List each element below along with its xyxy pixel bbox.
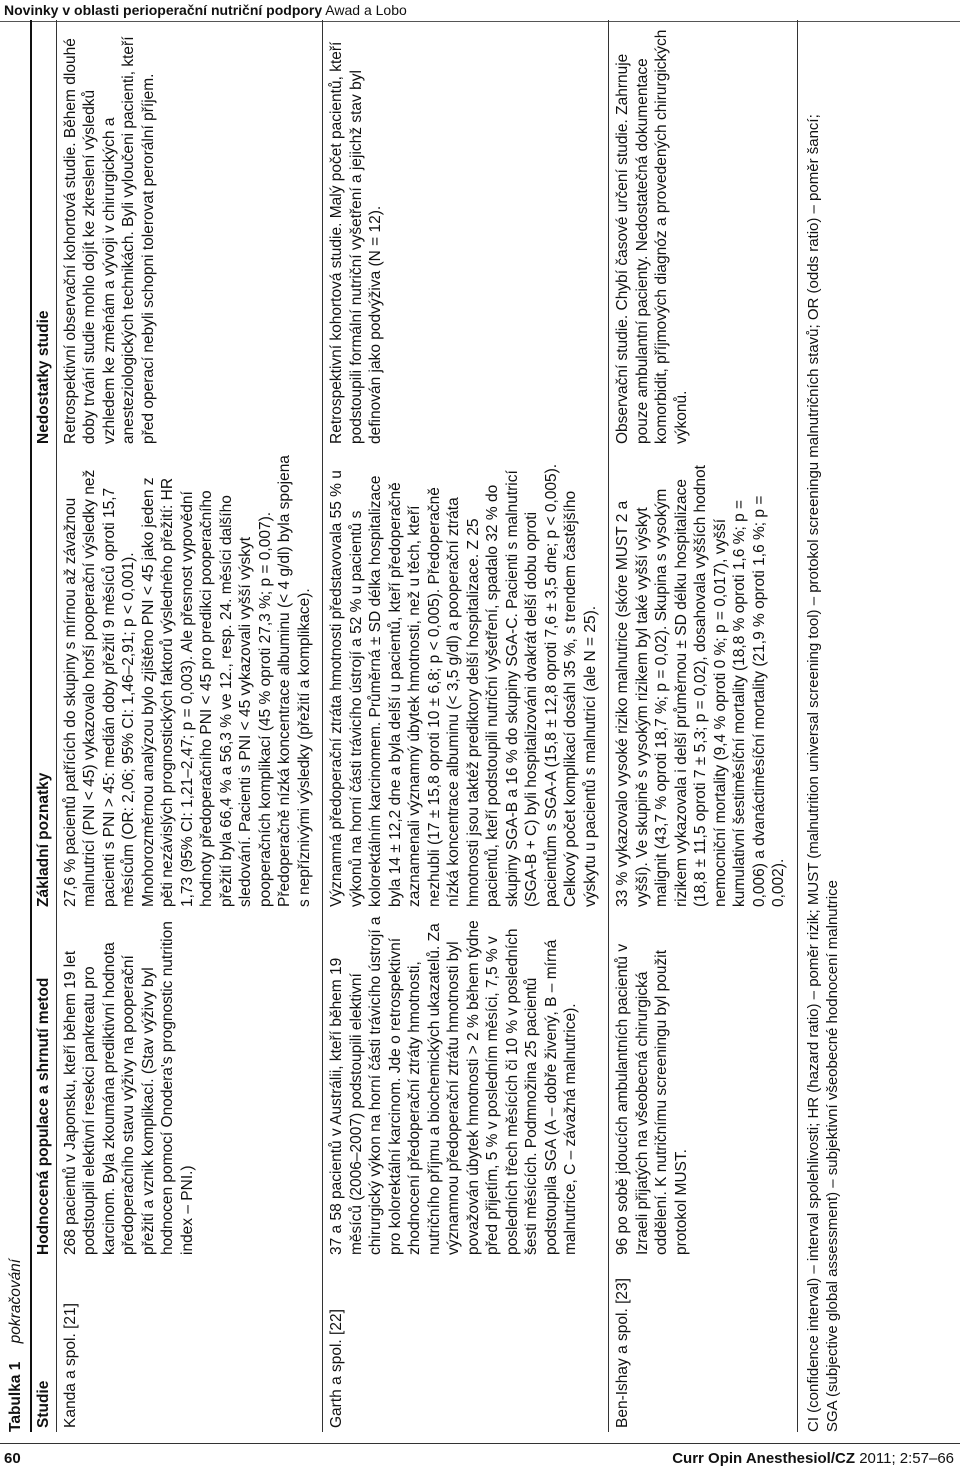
rotated-table-region [0,29,940,1440]
col-header-findings: Základní poznatky [31,448,56,911]
journal-citation [672,1450,954,1467]
cell-findings: Významná předoperační ztráta hmotnosti představovala 55 % u výkonů na horní části trávicího ústrojí a 52 % u pacientů s kolorektálním karcinomem. Průměrná ± SD délka hospitalizace byla 14 ± 12,2 dne a byla delší u pacientů, kteří předoperačně zaznamenali významný úbytek hmotnosti, než u těch, kteří nezhubli (17 ± 15,8 oproti 10 ± 6,8; p < 0,005). Předoperačně nízká koncentrace albuminu (< 3,5 g/dl) a pooperační ztráta hmotnosti jsou taktéž prediktory delší hospitalizace. Z 25 pacientů, kteří podstoupili nutriční vyšetření, spadalo 32 % do skupiny SGA-B a 16 % do skupiny SGA-C. Pacienti s malnutricí (SGA-B + C) byli hospitalizováni dvakrát delší dobu oproti pacientům s SGA-A (15,8 ± 12,8 oproti 7,6 ± 3,5 dne; p < 0,005). Celkový počet komplikací dosáhl 35 %, s trendem častějšího výskytu u pacientů s malnutricí (ale N = 25). [323,448,609,911]
cell-findings: 33 % vykazovalo vysoké riziko malnutrice (skóre MUST 2 a vyšší). Ve skupině s vysokým rizikem byl také vyšší výskyt malignit (43,7 % oproti 18,7 %; p = 0,02). Skupina s vysokým rizikem vykazovala i delší průměrnou ± SD délku hospitalizace (18,8 ± 11,5 oproti 7 ± 5,3; p = 0,02), dosahovala vyšších hodnot nemocniční mortality (9,4 % oproti 0 %; p = 0,017), vyšší kumulativní šestiměsíční mortality (18,8 % oproti 1,6 %; p = 0,006) a dvanáctiměsíční mortality (21,9 % oproti 1,6 %; p = 0,002). [609,448,798,911]
running-head [0,0,960,22]
page-number: 60 [4,1450,21,1467]
table-continuation: pokračování [7,1258,24,1344]
table-row [56,20,323,1432]
col-header-limitations: Nedostatky studie [31,20,56,448]
table-note: SGA (subjective global assessment) – subjektivní všeobecné hodnocení malnutrice [823,880,841,1432]
cell-limitations: Retrospektivní kohortová studie. Malý počet pacientů, kteří podstoupili formální nutriční vyšetření a jejichž stav byl definován jako podvýživa (N = 12). [323,20,609,448]
citation-volume: 2011; 2:57–66 [859,1450,954,1467]
table-notes [804,52,842,1432]
cell-findings: 27,6 % pacientů patřících do skupiny s mírnou až závažnou malnutricí (PNI < 45) vykazovalo horší pooperační výsledky než pacienti s PNI > 45: medián doby přežití 9 měsíců oproti 15,7 měsícům (OR: 2,06; 95% CI: 1,46–2,91; p < 0,001). Mnohorozměrnou analýzou bylo zjištěno PNI < 45 jako jeden z pěti nezávislých prognostických faktorů výsledného přežití: HR 1,73 (95% CI: 1,21–2,47; p = 0,003). Ale přesnost vypovědní hodnoty předoperačního PNI < 45 pro predikci pooperačního přežití byla 66,4 % a 56,3 % ve 12., resp. 24. měsíci dalšího sledování. Pacienti s PNI < 45 vykazovali vyšší výskyt pooperačních komplikací (45 % oproti 27,3 %; p = 0,007). Předoperačně nízká koncentrace albuminu (< 4 g/dl) byla spojena s nepříznivými výsledky (přežití a komplikace). [56,448,323,911]
running-head-authors: Awad a Lobo [325,2,407,18]
col-header-study: Studie [31,1259,56,1432]
col-header-population: Hodnocená populace a shrnutí metod [31,911,56,1259]
studies-table [30,20,798,1432]
table-row [609,20,798,1432]
cell-study: Garth a spol. [22] [323,1259,609,1432]
table-label: Tabulka 1 [7,1361,24,1432]
running-head-section: Novinky v oblasti perioperační nutriční podpory [4,2,323,18]
cell-limitations: Observační studie. Chybí časové určení studie. Zahrnuje pouze ambulantní pacienty. Nedostatečná dokumentace komorbidit, příjmových diagnóz a provedených chirurgických výkonů. [609,20,798,448]
cell-population: 268 pacientů v Japonsku, kteří během 19 let podstoupili elektivní resekci pankreatu pro karcinom. Byla zkoumána prediktivní hodnota předoperačního stavu výživy na pooperační přežití a vznik komplikací. (Stav výživy byl hodnocen pomocí Onodera's prognostic nutrition index – PNI.) [56,911,323,1259]
footer-rule [0,1443,960,1444]
cell-limitations: Retrospektivní observační kohortová studie. Během dlouhé doby trvání studie mohlo dojít ke zkreslení výsledků vzhledem ke změnám a vývoji v chirurgických a anesteziologických technikách. Byli vyloučeni pacienti, kteří před operací nebyli schopni tolerovat perorální příjem. [56,20,323,448]
table-header-row [31,20,56,1432]
cell-study: Ben-Ishay a spol. [23] [609,1259,798,1432]
cell-study: Kanda a spol. [21] [56,1259,323,1432]
table-row [323,20,609,1432]
table-note: CI (confidence interval) – interval spolehlivosti; HR (hazard ratio) – poměr rizik; MUST (malnutrition universal screening tool) – protokol screeningu malnutričních stavů; OR (odds ratio) – poměr šancí; [804,114,822,1432]
journal-name: Curr Opin Anesthesiol/CZ [672,1450,856,1467]
table-caption [4,52,30,1432]
cell-population: 37 a 58 pacientů v Austrálii, kteří během 19 měsíců (2006–2007) podstoupili elektivní chirurgický výkon na horní části trávicího ústrojí a pro kolorektální karcinom. Jde o retrospektivní zhodnocení předoperační ztráty hmotnosti, nutričního příjmu a biochemických ukazatelů. Za významnou předoperační ztrátu hmotnosti byl považován úbytek hmotnosti > 2 % během týdne před přijetím, 5 % v posledním měsíci, 7,5 % v posledních třech měsících či 10 % v posledních šesti měsících. Podmnožina 25 pacientů podstoupila SGA (A – dobře živený, B – mírná malnutrice, C – závažná malnutrice). [323,911,609,1259]
cell-population: 96 po sobě jdoucích ambulantních pacientů v Izraeli přijatých na všeobecná chirurgická oddělení. K nutričnímu screeningu byl použit protokol MUST. [609,911,798,1259]
